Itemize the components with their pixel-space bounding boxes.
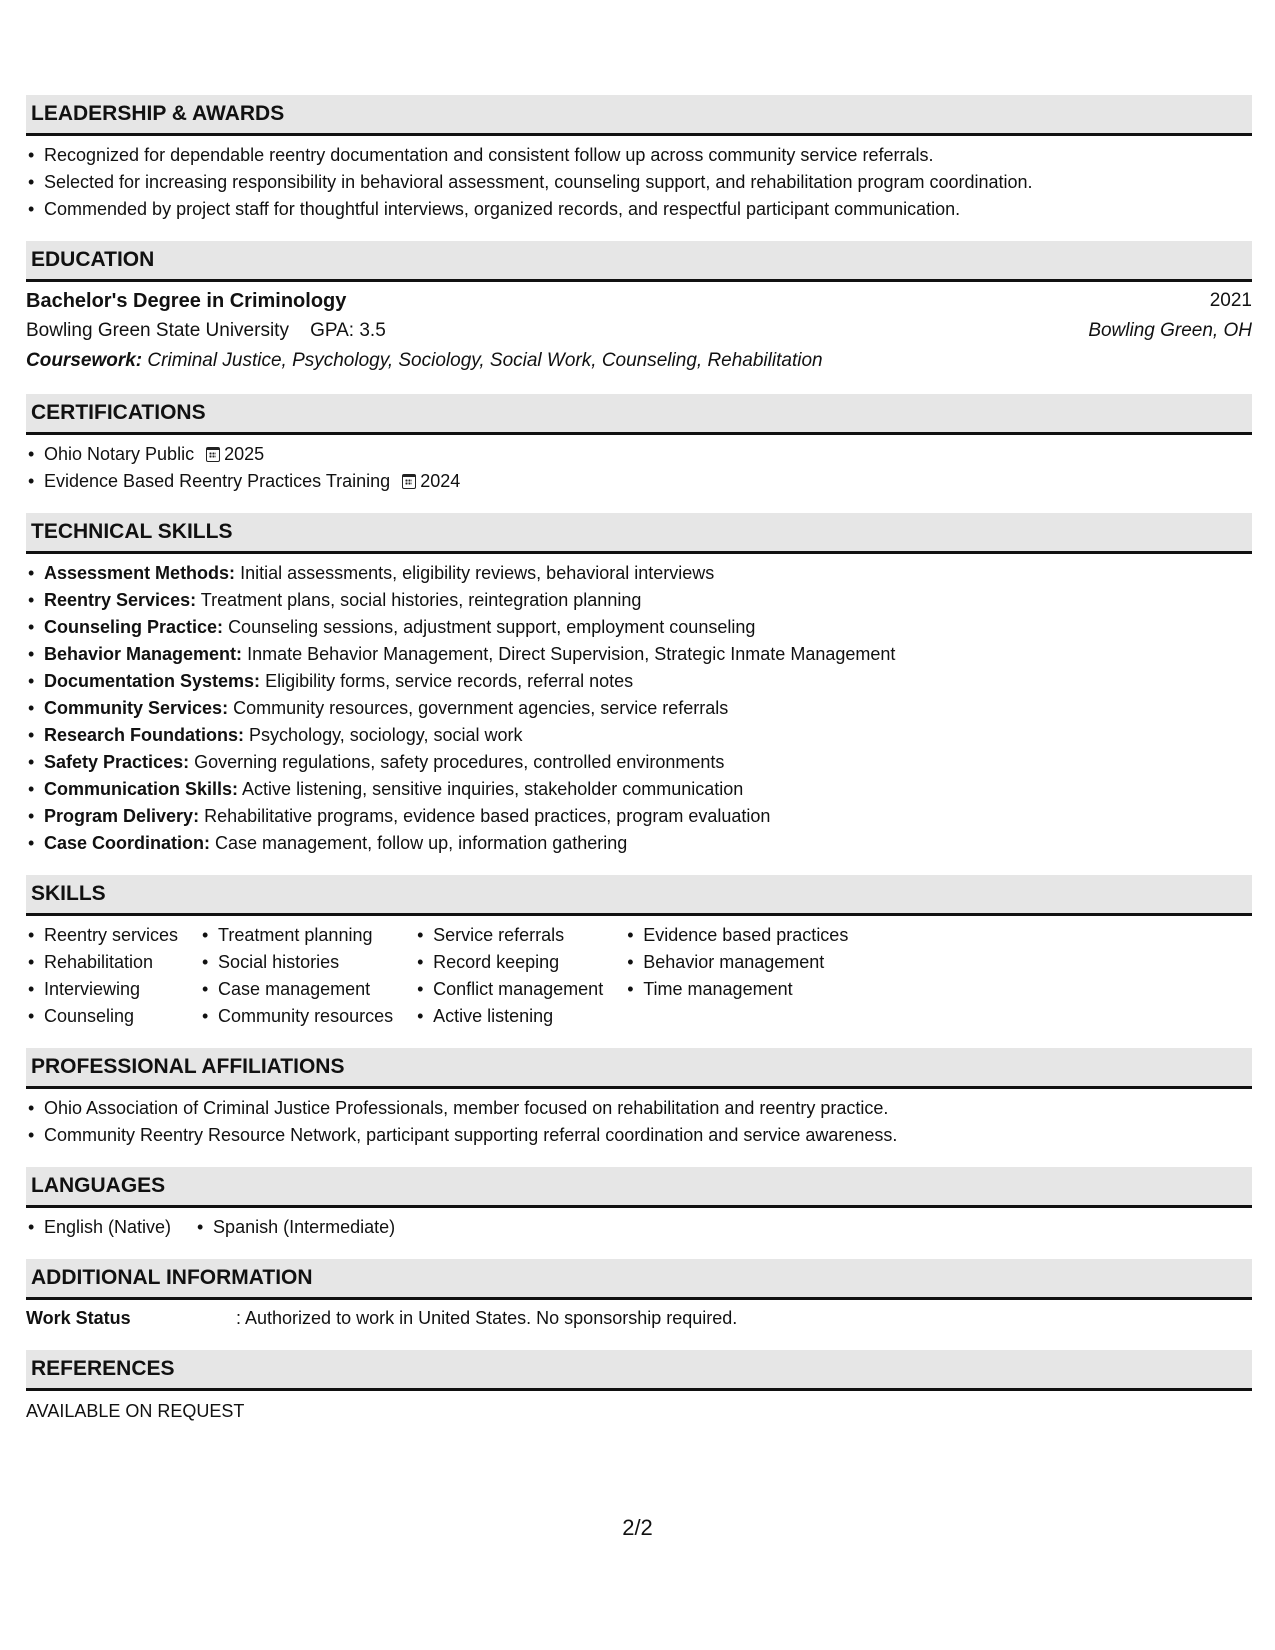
skill-detail: Community resources, government agencies, service referrals bbox=[233, 698, 729, 718]
skill-category: Research Foundations: bbox=[44, 725, 245, 745]
calendar-icon bbox=[206, 447, 220, 462]
list-item: • English (Native) bbox=[26, 1214, 171, 1241]
list-item: • Evidence based practices bbox=[625, 922, 848, 949]
list-item: • Conflict management bbox=[415, 976, 603, 1003]
list-item bbox=[26, 668, 1252, 695]
skill-category: Communication Skills: bbox=[44, 779, 239, 799]
skill-category: Reentry Services: bbox=[44, 590, 197, 610]
skill-category: Documentation Systems: bbox=[44, 671, 261, 691]
skills-column bbox=[625, 922, 848, 1030]
list-item: • Reentry services bbox=[26, 922, 178, 949]
coursework: Criminal Justice, Psychology, Sociology, Social Work, Counseling, Rehabilitation bbox=[147, 350, 823, 371]
list-item: • Treatment planning bbox=[200, 922, 393, 949]
list-item bbox=[26, 776, 1252, 803]
skill-category: Safety Practices: bbox=[44, 752, 190, 772]
list-item bbox=[26, 722, 1252, 749]
references-section bbox=[26, 1350, 1252, 1422]
skill-category: Assessment Methods: bbox=[44, 563, 236, 583]
gpa: GPA: 3.5 bbox=[310, 320, 386, 341]
list-item: • Interviewing bbox=[26, 976, 178, 1003]
languages-section bbox=[26, 1167, 1252, 1241]
skill-detail: Case management, follow up, information gathering bbox=[215, 833, 628, 853]
list-item: • Service referrals bbox=[415, 922, 603, 949]
section-heading: SKILLS bbox=[26, 875, 1252, 916]
leadership-section bbox=[26, 95, 1252, 223]
section-heading: LANGUAGES bbox=[26, 1167, 1252, 1208]
list-item: • Recognized for dependable reentry documentation and consistent follow up across community service referrals. bbox=[26, 142, 1252, 169]
calendar-icon bbox=[402, 474, 416, 489]
skill-category: Case Coordination: bbox=[44, 833, 211, 853]
list-item bbox=[26, 587, 1252, 614]
technical-skills-list bbox=[26, 560, 1252, 857]
section-heading: REFERENCES bbox=[26, 1350, 1252, 1391]
references-text: AVAILABLE ON REQUEST bbox=[26, 1401, 245, 1421]
list-item: • Spanish (Intermediate) bbox=[195, 1214, 395, 1241]
graduation-year: 2021 bbox=[1209, 290, 1252, 311]
cert-year: 2025 bbox=[224, 444, 265, 464]
list-item bbox=[26, 441, 1252, 468]
list-item bbox=[26, 641, 1252, 668]
list-item: • Ohio Association of Criminal Justice Professionals, member focused on rehabilitation and reentry practice. bbox=[26, 1095, 1252, 1122]
section-heading: EDUCATION bbox=[26, 241, 1252, 282]
list-item: • Behavior management bbox=[625, 949, 848, 976]
school-name: Bowling Green State University bbox=[26, 320, 289, 341]
list-item: • Time management bbox=[625, 976, 848, 1003]
list-item: • Record keeping bbox=[415, 949, 603, 976]
section-heading: TECHNICAL SKILLS bbox=[26, 513, 1252, 554]
list-item bbox=[26, 749, 1252, 776]
list-item: • Counseling bbox=[26, 1003, 178, 1030]
resume-page bbox=[26, 95, 1252, 1440]
skill-detail: Initial assessments, eligibility reviews, behavioral interviews bbox=[240, 563, 715, 583]
list-item bbox=[26, 614, 1252, 641]
page-number: 2/2 bbox=[622, 1515, 653, 1540]
list-item bbox=[26, 695, 1252, 722]
list-item: • Case management bbox=[200, 976, 393, 1003]
technical-skills-section bbox=[26, 513, 1252, 857]
list-item: • Community Reentry Resource Network, participant supporting referral coordination and service awareness. bbox=[26, 1122, 1252, 1149]
skill-detail: Eligibility forms, service records, referral notes bbox=[265, 671, 634, 691]
additional-info-section bbox=[26, 1259, 1252, 1332]
skill-category: Counseling Practice: bbox=[44, 617, 224, 637]
section-heading: PROFESSIONAL AFFILIATIONS bbox=[26, 1048, 1252, 1089]
skill-detail: Treatment plans, social histories, reintegration planning bbox=[200, 590, 642, 610]
cert-year: 2024 bbox=[420, 471, 461, 491]
skill-category: Community Services: bbox=[44, 698, 229, 718]
skill-category: Behavior Management: bbox=[44, 644, 243, 664]
skill-detail: Psychology, sociology, social work bbox=[249, 725, 523, 745]
list-item: • Selected for increasing responsibility in behavioral assessment, counseling support, and rehabilitation program coordination. bbox=[26, 169, 1252, 196]
skill-detail: Rehabilitative programs, evidence based practices, program evaluation bbox=[204, 806, 771, 826]
list-item bbox=[26, 803, 1252, 830]
degree: Bachelor's Degree in Criminology bbox=[26, 290, 347, 312]
skill-detail: Inmate Behavior Management, Direct Supervision, Strategic Inmate Management bbox=[247, 644, 896, 664]
cert-name: Ohio Notary Public bbox=[44, 444, 195, 464]
affiliations-list bbox=[26, 1095, 1252, 1149]
cert-name: Evidence Based Reentry Practices Training bbox=[44, 471, 391, 491]
list-item bbox=[26, 830, 1252, 857]
skills-column bbox=[200, 922, 393, 1030]
leadership-list bbox=[26, 142, 1252, 223]
list-item: • Active listening bbox=[415, 1003, 603, 1030]
list-item: • Rehabilitation bbox=[26, 949, 178, 976]
work-status-value: : Authorized to work in United States. No sponsorship required. bbox=[236, 1308, 738, 1328]
certifications-list bbox=[26, 441, 1252, 495]
skill-detail: Active listening, sensitive inquiries, stakeholder communication bbox=[242, 779, 744, 799]
skill-detail: Governing regulations, safety procedures, controlled environments bbox=[194, 752, 725, 772]
work-status-label: Work Status bbox=[26, 1308, 131, 1328]
education-section bbox=[26, 241, 1252, 376]
languages-list bbox=[26, 1214, 419, 1241]
list-item: • Community resources bbox=[200, 1003, 393, 1030]
skills-column bbox=[26, 922, 178, 1030]
list-item: • Commended by project staff for thoughtful interviews, organized records, and respectful participant communication. bbox=[26, 196, 1252, 223]
certifications-section bbox=[26, 394, 1252, 495]
section-heading: CERTIFICATIONS bbox=[26, 394, 1252, 435]
affiliations-section bbox=[26, 1048, 1252, 1149]
school-location: Bowling Green, OH bbox=[1088, 320, 1252, 341]
skill-detail: Counseling sessions, adjustment support, employment counseling bbox=[228, 617, 756, 637]
list-item bbox=[26, 468, 1252, 495]
section-heading: LEADERSHIP & AWARDS bbox=[26, 95, 1252, 136]
section-heading: ADDITIONAL INFORMATION bbox=[26, 1259, 1252, 1300]
skills-section bbox=[26, 875, 1252, 1030]
list-item: • Social histories bbox=[200, 949, 393, 976]
list-item bbox=[26, 560, 1252, 587]
coursework-label: Coursework: bbox=[26, 350, 143, 371]
skills-column bbox=[415, 922, 603, 1030]
skill-category: Program Delivery: bbox=[44, 806, 200, 826]
